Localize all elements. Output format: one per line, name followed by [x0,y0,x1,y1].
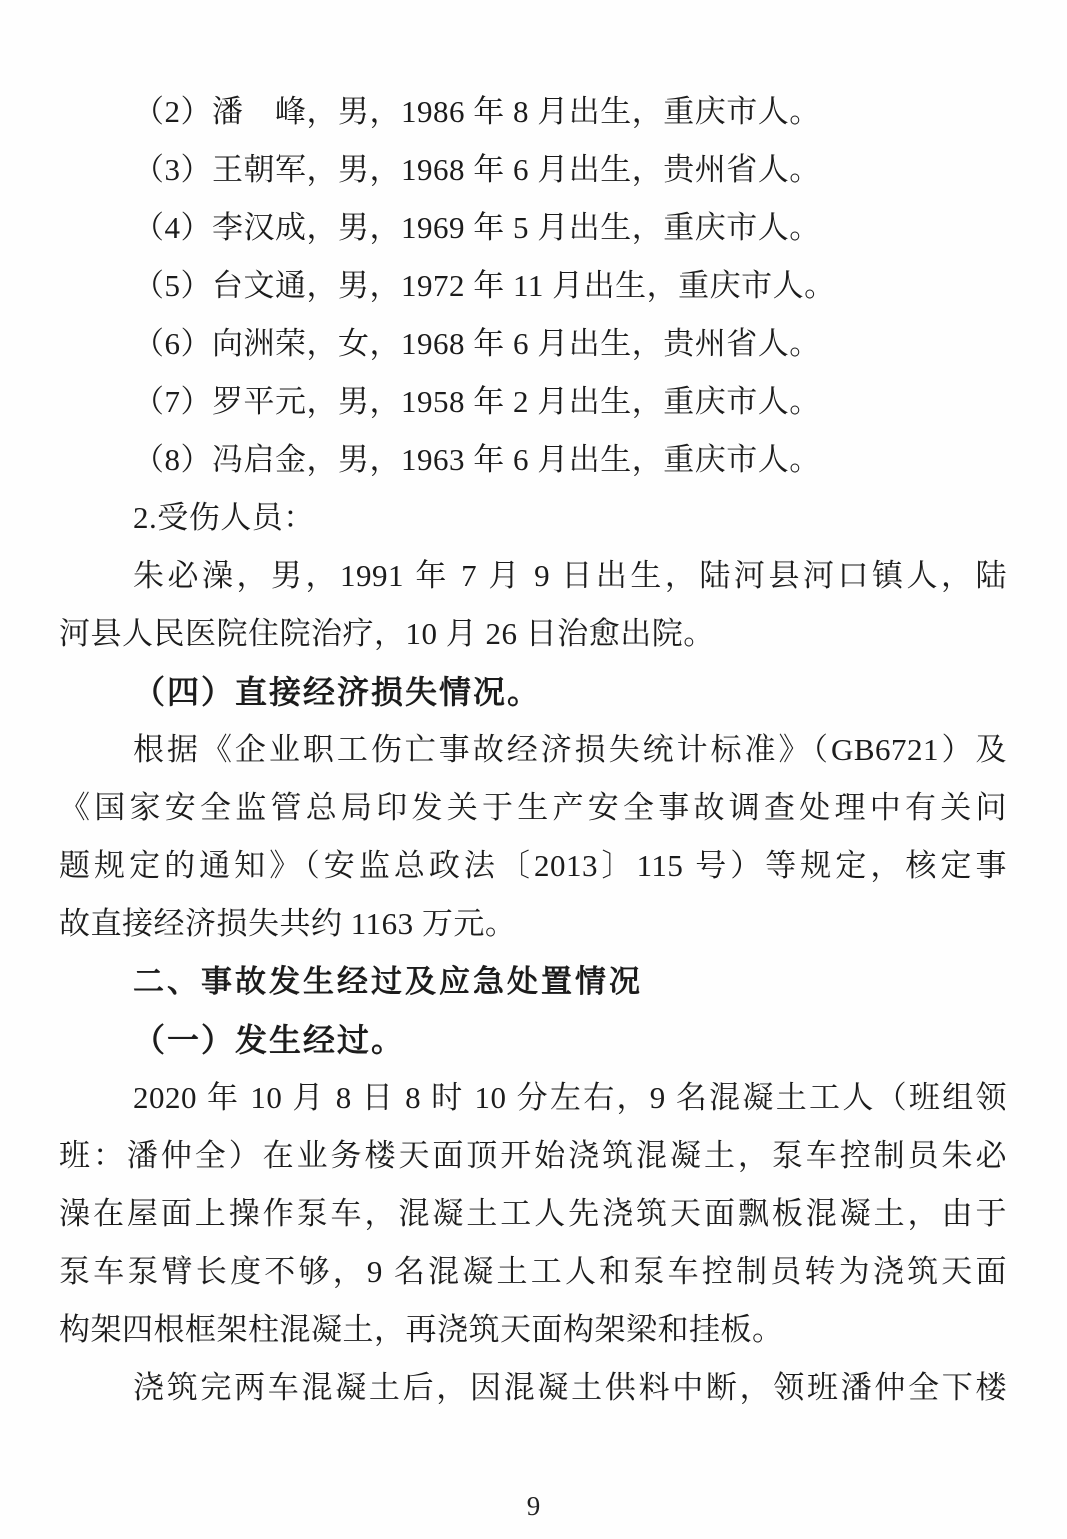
page-body [59,83,1007,1417]
text-line: （2）潘 峰，男，1986 年 8 月出生，重庆市人。 [133,94,821,129]
text-line: 2020 年 10 月 8 日 8 时 10 分左右，9 名混凝土工人（班组领 [133,1080,1007,1115]
text-line: （8）冯启金，男，1963 年 6 月出生，重庆市人。 [133,442,821,477]
text-line: 二、事故发生经过及应急处置情况 [133,964,643,999]
text-line: （3）王朝军，男，1968 年 6 月出生，贵州省人。 [133,152,821,187]
text-line: 根据《企业职工伤亡事故经济损失统计标准》（GB6721）及 [133,732,1007,767]
text-line: 河县人民医院住院治疗，10 月 26 日治愈出院。 [59,616,715,651]
text-line: 故直接经济损失共约 1163 万元。 [59,906,517,941]
text-line: 泵车泵臂长度不够，9 名混凝土工人和泵车控制员转为浇筑天面 [59,1254,1007,1289]
text-line: 澡在屋面上操作泵车，混凝土工人先浇筑天面飘板混凝土，由于 [59,1196,1007,1231]
page-number: 9 [526,1491,541,1521]
text-line: （5）台文通，男，1972 年 11 月出生，重庆市人。 [133,268,836,303]
text-line: （7）罗平元，男，1958 年 2 月出生，重庆市人。 [133,384,821,419]
text-line: 构架四根框架柱混凝土，再浇筑天面构架梁和挂板。 [59,1312,784,1347]
text-line: 朱必澡，男，1991 年 7 月 9 日出生，陆河县河口镇人，陆 [133,558,1007,593]
text-line: （4）李汉成，男，1969 年 5 月出生，重庆市人。 [133,210,821,245]
text-line: （四）直接经济损失情况。 [133,674,542,710]
text-line: 题规定的通知》（安监总政法〔2013〕115 号）等规定，核定事 [59,848,1007,883]
text-line: （6）向洲荣，女，1968 年 6 月出生，贵州省人。 [133,326,821,361]
text-line: （一）发生经过。 [133,1022,406,1058]
text-line: 班：潘仲全）在业务楼天面顶开始浇筑混凝土，泵车控制员朱必 [59,1138,1007,1173]
text-line: 《国家安全监管总局印发关于生产安全事故调查处理中有关问 [59,790,1007,825]
text-line: 浇筑完两车混凝土后，因混凝土供料中断，领班潘仲全下楼 [133,1370,1007,1405]
text-line: 2.受伤人员： [133,500,315,535]
